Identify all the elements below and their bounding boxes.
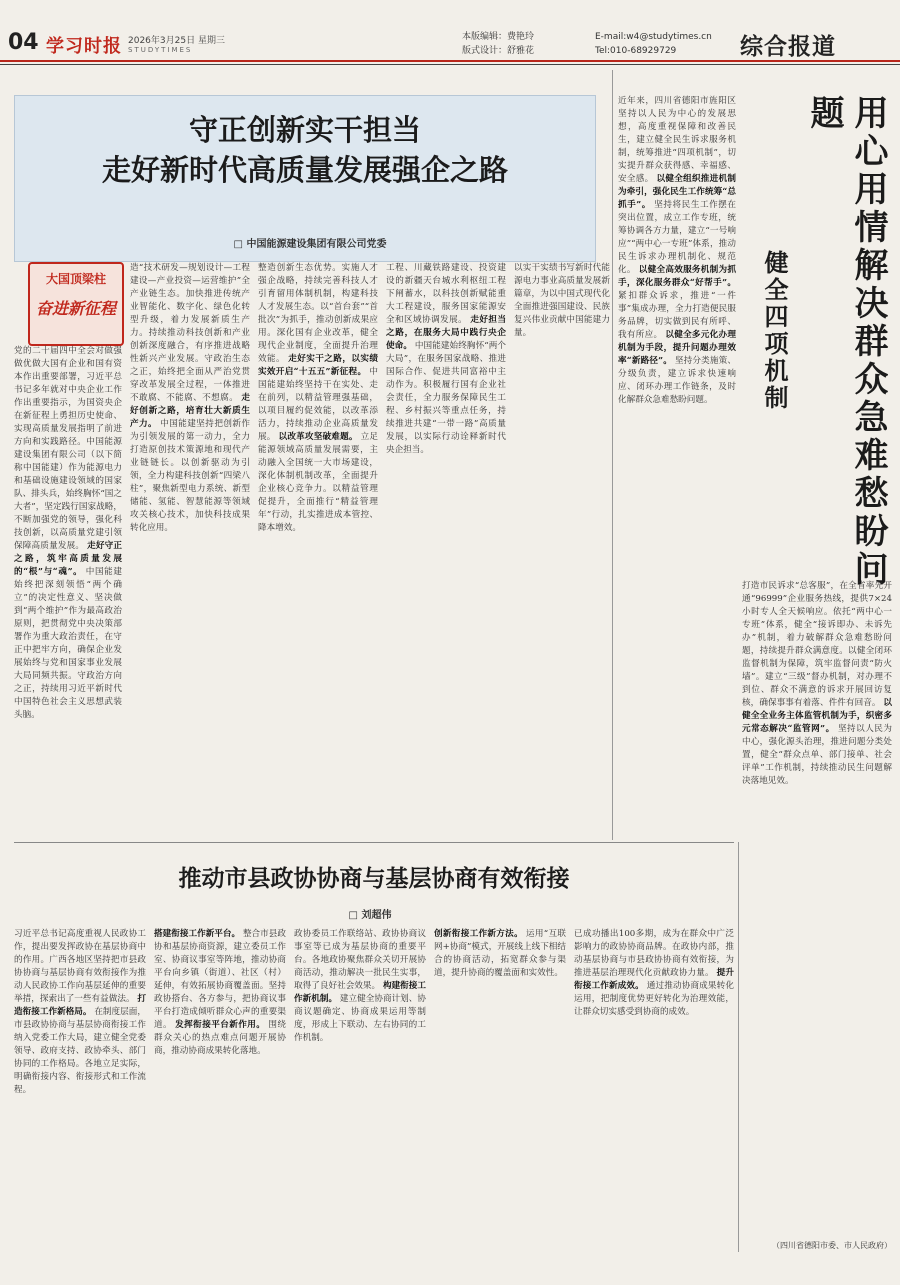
subheading: 发挥衔接平台新作用。 xyxy=(175,1020,266,1030)
subheading: 以健全多元化办理机制为手段，提升问题办理效率“新路径”。 xyxy=(618,330,736,366)
paragraph: 整造创新生态优势。实施人才强企战略，持续完善科技人才引育留用体制机制，构建科技人才发展生态。以“首台套”“首批次”为抓手，推动创新成果应用。深化国有企业改革，健全现代企业制度，全面提升治理效能。 xyxy=(258,263,378,364)
subheading: 打造衔接工作新格局。 xyxy=(14,994,146,1017)
paragraph: 近年来，四川省德阳市旌阳区坚持以人民为中心的发展思想，高度重视保障和改善民生，建立健全民生诉求服务机制，统筹推进“四项机制”，切实提升群众获得感、幸福感、安全感。 xyxy=(618,96,736,184)
subheading: 以改革攻坚破难题。 xyxy=(278,432,358,442)
article2-column-4 xyxy=(434,928,566,1260)
paragraph: 造“技术研发—规划设计—工程建设—产业投资—运营维护”全产业链生态。加快推进传统产业智能化、数字化、绿色化转型升级，着力发展新质生产力。持续推动科技创新和产业创新深度融合，有序推进战略性新兴产业发展。守政治生态之正，始终把全面从严治党贯穿改革发展全过程，一体推进不敢腐、不能腐、不想腐。 xyxy=(130,263,250,403)
column-logo-top: 大国顶梁柱 xyxy=(45,272,106,286)
paragraph: 通过推动协商成果转化运用，把制度优势更好转化为治理效能，让群众切实感受到协商的成效。 xyxy=(574,981,734,1017)
email: E-mail:w4@studytimes.cn xyxy=(595,32,712,42)
article3-column-1 xyxy=(618,95,736,840)
subheading: 构建衔接工作新机制。 xyxy=(294,981,426,1004)
article2-column-1 xyxy=(14,928,146,1260)
paragraph: 工程、川藏铁路建设、投资建设的新疆天台城水利枢纽工程下闸蓄水，以科技创新赋能重大工程建设，服务国家能源安全和区域协调发展。 xyxy=(386,263,506,325)
subheading: 走好守正之路，筑牢高质量发展的“根”与“魂”。 xyxy=(14,541,122,577)
article3-column-2 xyxy=(742,580,892,1220)
paragraph: 习近平总书记高度重视人民政协工作，提出要发挥政协在基层协商中的作用。广西各地区坚持把市县政协协商与基层协商有效衔接作为推动人民政协工作向基层延伸的重要举措，探索出了一些有益做法。 xyxy=(14,929,146,1004)
paragraph: 中国能建始终把深刻领悟“两个确立”的决定性意义、坚决做到“两个维护”作为最高政治原则，把贯彻党中央决策部署作为重大政治责任，在守正中把牢方向，确保企业发展始终与党和国家事业发展大局同频共振。守政治方向之正，持续用习近平新时代中国特色社会主义思想武装头脑。 xyxy=(14,567,122,720)
paragraph: 中国能建坚持把创新作为引领发展的第一动力，全力打造原创技术策源地和现代产业链链长。以创新驱动为引领，全力构建科技创新“四梁八柱”，聚焦新型电力系统、新型储能、氢能、智慧能源等领域攻关核心技术，加快科技成果转化应用。 xyxy=(130,419,250,533)
article1-column-4 xyxy=(386,262,506,840)
paragraph: 中国能建始终坚持干在实处、走在前列，以精益管理强基础，以项目履约促效能，以改革添活力，持续推动企业高质量发展。 xyxy=(258,367,378,442)
article3-title-vertical xyxy=(800,95,890,615)
article2-byline: □ 刘超伟 xyxy=(348,910,392,921)
article2-column-2 xyxy=(154,928,286,1260)
subheading: 走好创新之路，培育壮大新质生产力。 xyxy=(130,393,250,429)
editor-credits xyxy=(462,30,534,58)
paragraph: 以实干实绩书写新时代能源电力事业高质量发展新篇章，为以中国式现代化全面推进强国建设、民族复兴伟业贡献中国能建力量。 xyxy=(514,263,610,338)
column-divider xyxy=(612,70,613,840)
proof-label: 版式设计：舒雅花 xyxy=(462,46,535,56)
subheading: 以健全全业务主体监管机制为手，织密多元常态解决“监管网”。 xyxy=(742,698,892,734)
subheading: 提升衔接工作新成效。 xyxy=(574,968,734,991)
column-divider xyxy=(738,842,739,1252)
paragraph: 坚持以人民为中心，强化源头治理，推进问题分类处置，健全“群众点单、部门接单、社会评单”工作机制，持续推动民生问题解决落地见效。 xyxy=(742,724,892,786)
paragraph: 立足能源领域高质量发展需要，主动融入全国统一大市场建设，深化体制机制改革，全面提升企业核心竞争力。以精益管理促提升，全面推行“精益管理年”行动，扎实推进成本管控、降本增效。 xyxy=(258,432,378,533)
article2-title: 推动市县政协协商与基层协商有效衔接 xyxy=(178,865,570,892)
article2-column-3 xyxy=(294,928,426,1260)
subheading: 以健全组织推进机制为牵引，强化民生工作统筹“总抓手”。 xyxy=(618,174,736,210)
paragraph: 围绕群众关心的热点难点问题开展协商，推动协商成果转化落地。 xyxy=(154,1020,286,1056)
header-rule xyxy=(0,60,900,62)
paragraph: 建立健全协商计划、协商议题确定、协商成果运用等制度，形成上下联动、左右协同的工作机制。 xyxy=(294,994,426,1043)
article-divider xyxy=(14,842,734,843)
article2-column-5 xyxy=(574,928,734,1260)
article1-title xyxy=(30,110,580,190)
paragraph: 运用“互联网+协商”模式，开展线上线下相结合的协商活动，拓宽群众参与渠道，提升协商的覆盖面和实效性。 xyxy=(434,929,566,978)
newspaper-logo: 学习时报 xyxy=(46,36,122,57)
contact-info xyxy=(595,30,712,58)
page-number: 04 xyxy=(8,30,39,55)
paragraph: 政协委员工作联络站、政协协商议事室等已成为基层协商的重要平台。各地政协聚焦群众关切开展协商活动，推动解决一批民生实事，取得了良好社会效果。 xyxy=(294,929,426,991)
newspaper-subtitle: STUDYTIMES xyxy=(128,46,193,54)
article1-byline: □ 中国能源建设集团有限公司党委 xyxy=(233,239,387,250)
article1-column-5 xyxy=(514,262,610,840)
telephone: Tel:010-68929729 xyxy=(595,46,677,56)
article1-column-2 xyxy=(130,262,250,840)
article1-column-1 xyxy=(14,345,122,840)
column-logo-bottom: 奋进新征程 xyxy=(35,299,116,318)
issue-date: 2026年3月25日 星期三 xyxy=(128,36,225,46)
section-title: 综合报道 xyxy=(740,33,836,59)
subheading: 以健全高效服务机制为抓手，深化服务群众“好帮手”。 xyxy=(618,265,736,288)
article1-title-line2: 走好新时代高质量发展强企之路 xyxy=(101,153,508,187)
paragraph: 在制度层面，市县政协协商与基层协商衔接工作纳入党委工作大局，建立健全党委领导、政府支持、政协牵头、部门协同的工作格局。各地立足实际，明确衔接内容、衔接形式和工作流程。 xyxy=(14,1007,146,1095)
paragraph: 整合市县政协和基层协商资源，建立委员工作室、协商议事室等阵地，推动协商平台向乡镇（街道）、社区（村）延伸，有效拓展协商覆盖面。坚持政协搭台、各方参与，把协商议事平台打造成倾听群众心声的重要渠道。 xyxy=(154,929,286,1030)
article3-title: 用心用情解决群众急难愁盼问题 xyxy=(804,95,888,589)
subheading: 搭建衔接工作新平台。 xyxy=(154,929,241,939)
article1-column-3 xyxy=(258,262,378,840)
article1-title-line1: 守正创新实干担当 xyxy=(188,113,421,147)
paragraph: 坚持将民生工作摆在突出位置，成立工作专班，统筹协调各方力量，建立“一号响应”“两中心一专班”体系，推动民生诉求办理机制化、规范化。 xyxy=(618,200,736,275)
paragraph: 紧扣群众诉求，推进“一件事”集成办理，全力打造便民服务品牌，切实做到民有所呼、我有所应。 xyxy=(618,291,736,340)
paragraph: 已成功播出100多期，成为在群众中广泛影响力的政协协商品牌。在政协内部，推动基层协商与市县政协协商有效衔接，为推进基层治理现代化贡献政协力量。 xyxy=(574,929,734,978)
subheading: 创新衔接工作新方法。 xyxy=(434,929,523,939)
paragraph: 中国能建始终胸怀“两个大局”，在服务国家战略、推进国际合作、促进共同富裕中主动作为。积极履行国有企业社会责任，全力服务保障民生工程、乡村振兴等重点任务，持续推进共建“一带一路”高质量发展，以实际行动诠释新时代央企担当。 xyxy=(386,341,506,455)
editor-label: 本版编辑：费艳玲 xyxy=(462,32,535,42)
subheading: 走好担当之路，在服务大局中践行央企使命。 xyxy=(386,315,506,351)
article3-subtitle: 健全四项机制 xyxy=(760,250,789,412)
paragraph: 打造市民诉求“总客服”，在全省率先开通“96999”企业服务热线，提供7×24小时专人全天候响应。依托“两中心一专班”体系，健全“接诉即办、未诉先办”机制，着力破解群众急难愁盼问题，持续提升群众满意度。以健全闭环监督机制为保障，筑牢监督问责“防火墙”。建立“三级”督办机制，对办理不到位、群众不满意的诉求开展回访复核，确保事事有着落、件件有回音。 xyxy=(742,581,892,708)
subheading: 走好实干之路，以实绩实效开启“十五五”新征程。 xyxy=(258,354,378,377)
header-rule-thin xyxy=(0,64,900,65)
paragraph: 党的二十届四中全会对做强做优做大国有企业和国有资本作出重要部署，习近平总书记多年就对中央企业工作作出重要指示，为国资央企在新征程上勇担历史使命、实现高质量发展指明了前进方向和实践路径。中国能源建设集团有限公司（以下简称中国能建）作为能源电力和基础设施建设领域的国家队、排头兵，始终胸怀“国之大者”，坚定践行国家战略，不断加强党的领导，强化科技创新，以高质量党建引领保障高质量发展。 xyxy=(14,346,122,551)
paragraph: 坚持分类施策、分级负责，建立诉求快速响应、闭环办理工作链条，及时化解群众急难愁盼问题。 xyxy=(618,356,736,405)
article3-source: （四川省德阳市委、市人民政府） xyxy=(772,1241,892,1250)
